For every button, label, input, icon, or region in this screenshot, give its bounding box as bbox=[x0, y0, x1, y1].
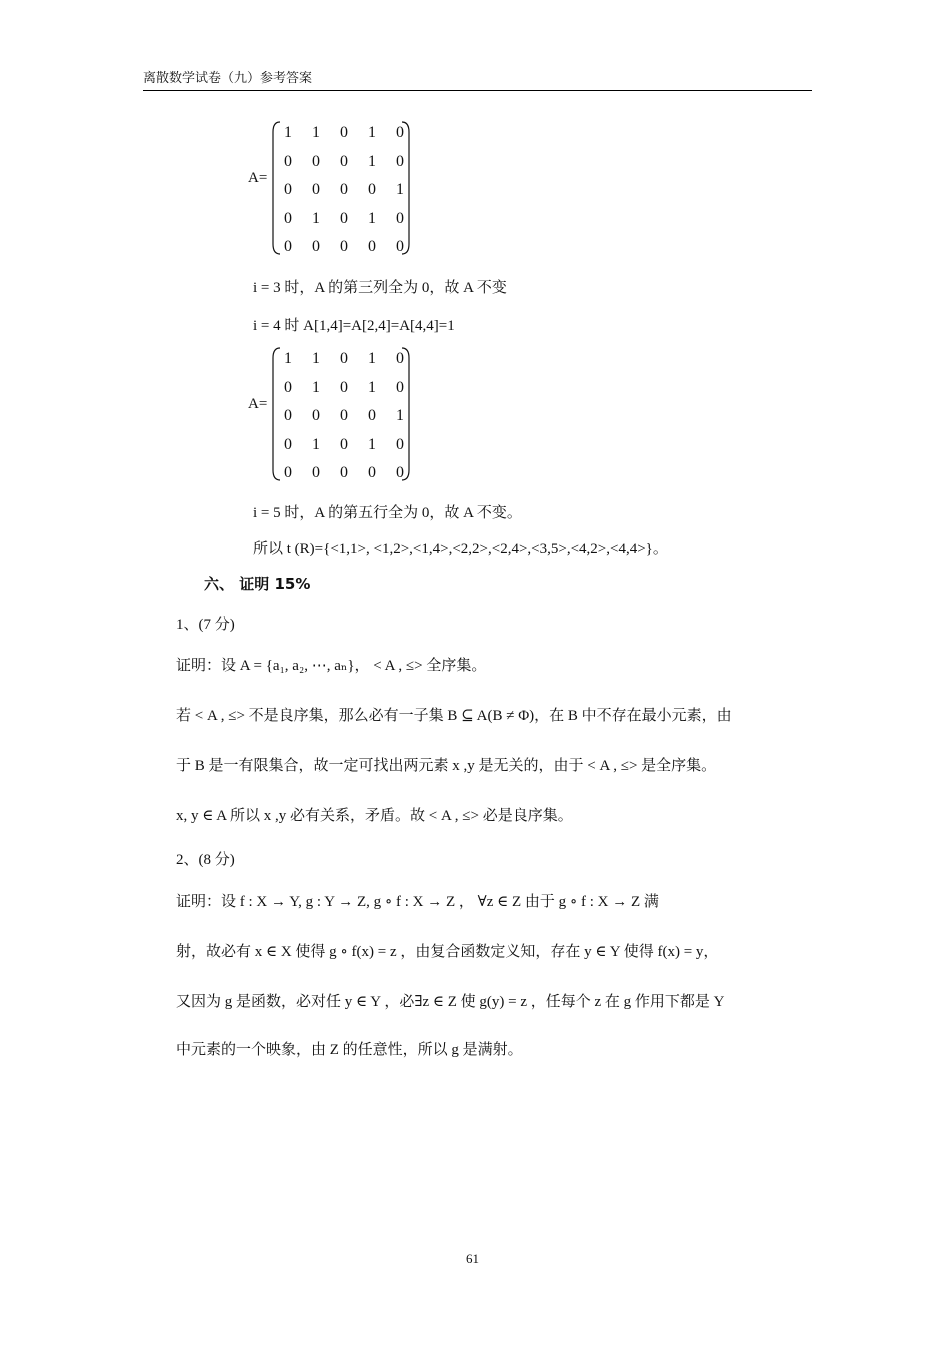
matrix-cell: 0 bbox=[396, 378, 404, 396]
matrix-cell: 0 bbox=[340, 238, 348, 255]
step-i3: i = 3 时，A 的第三列全为 0，故 A 不变 bbox=[253, 280, 507, 296]
q1-line-3: 于 B 是一有限集合，故一定可找出两元素 x ,y 是无关的，由于 < A , ≤> 是全序集。 bbox=[176, 758, 717, 774]
matrix-cell: 0 bbox=[312, 464, 320, 481]
matrix-cell: 1 bbox=[368, 378, 376, 396]
matrix-cell: 1 bbox=[312, 209, 320, 227]
matrix-cell: 1 bbox=[284, 124, 292, 141]
matrix-label: A= bbox=[248, 396, 268, 412]
matrix-cell: 0 bbox=[340, 124, 348, 141]
matrix-cell: 1 bbox=[368, 435, 376, 453]
matrix-cell: 0 bbox=[396, 350, 404, 367]
transitive-closure-result: 所以 t (R)={<1,1>, <1,2>,<1,4>,<2,2>,<2,4>,<3,5>,<4,2>,<4,4>}。 bbox=[253, 541, 668, 557]
matrix-cell: 0 bbox=[340, 435, 348, 453]
matrix-cell: 1 bbox=[368, 350, 376, 367]
matrix-cell: 0 bbox=[312, 181, 320, 198]
matrix-cell: 0 bbox=[340, 152, 348, 170]
matrix-cell: 0 bbox=[396, 152, 404, 170]
matrix-cell: 0 bbox=[284, 238, 292, 255]
q1-line-2: 若 < A , ≤> 不是良序集，那么必有一子集 B ⊆ A(B ≠ Φ)，在 B 中不存在最小元素，由 bbox=[176, 708, 732, 724]
matrix-cell: 0 bbox=[396, 238, 404, 255]
matrix-cell: 1 bbox=[312, 435, 320, 453]
q1-line-1: 证明：设 A = {a₁, a₂, ⋯, aₙ}， < A , ≤> 全序集。 bbox=[176, 658, 487, 674]
q2-line-2: 射，故必有 x ∈ X 使得 g ∘ f(x) = z ，由复合函数定义知，存在 y ∈ Y 使得 f(x) = y， bbox=[176, 944, 719, 960]
matrix-cell: 0 bbox=[284, 378, 292, 396]
q1-label: 1、(7 分) bbox=[176, 617, 235, 633]
q2-line-1: 证明：设 f : X → Y, g : Y → Z, g ∘ f : X → Z ， ∀z ∈ Z 由于 g ∘ f : X → Z 满 bbox=[176, 894, 659, 910]
matrix-cell: 0 bbox=[284, 435, 292, 453]
matrix-cell: 0 bbox=[396, 464, 404, 481]
q2-line-3: 又因为 g 是函数，必对任 y ∈ Y ，必∃z ∈ Z 使 g(y) = z ，任每个 z 在 g 作用下都是 Y bbox=[176, 994, 725, 1010]
matrix-a-1 bbox=[248, 118, 418, 255]
matrix-cell: 0 bbox=[368, 464, 376, 481]
page-number: 61 bbox=[466, 1251, 479, 1266]
matrix-cell: 0 bbox=[284, 152, 292, 170]
step-i4: i = 4 时 A[1,4]=A[2,4]=A[4,4]=1 bbox=[253, 318, 455, 334]
matrix-cell: 0 bbox=[284, 407, 292, 424]
matrix-label: A= bbox=[248, 170, 268, 186]
matrix-cell: 1 bbox=[312, 124, 320, 141]
matrix-cell: 1 bbox=[396, 407, 404, 424]
matrix-a-2 bbox=[248, 344, 418, 481]
matrix-cell: 0 bbox=[312, 238, 320, 255]
header-title: 离散数学试卷（九）参考答案 bbox=[143, 71, 313, 86]
matrix-cell: 0 bbox=[396, 435, 404, 453]
matrix-cell: 0 bbox=[396, 209, 404, 227]
step-i5: i = 5 时，A 的第五行全为 0，故 A 不变。 bbox=[253, 505, 522, 521]
q2-label: 2、(8 分) bbox=[176, 852, 235, 868]
matrix-cell: 1 bbox=[312, 378, 320, 396]
q1-line-4: x, y ∈ A 所以 x ,y 必有关系，矛盾。故 < A , ≤> 必是良序集。 bbox=[176, 808, 573, 824]
matrix-cell: 1 bbox=[284, 350, 292, 367]
matrix-cell: 1 bbox=[368, 124, 376, 141]
matrix-cell: 1 bbox=[312, 350, 320, 367]
matrix-cell: 0 bbox=[340, 464, 348, 481]
matrix-cell: 0 bbox=[368, 181, 376, 198]
matrix-cell: 1 bbox=[368, 209, 376, 227]
matrix-cell: 0 bbox=[312, 407, 320, 424]
matrix-cell: 0 bbox=[396, 124, 404, 141]
matrix-cell: 0 bbox=[284, 209, 292, 227]
matrix-cell: 0 bbox=[340, 209, 348, 227]
matrix-cell: 0 bbox=[340, 407, 348, 424]
matrix-cell: 0 bbox=[340, 181, 348, 198]
matrix-cell: 1 bbox=[368, 152, 376, 170]
matrix-cell: 0 bbox=[368, 407, 376, 424]
matrix-cell: 0 bbox=[368, 238, 376, 255]
q2-line-4: 中元素的一个映象，由 Z 的任意性，所以 g 是满射。 bbox=[176, 1042, 523, 1058]
matrix-cell: 0 bbox=[312, 152, 320, 170]
section-title: 六、 证明 15% bbox=[204, 575, 311, 593]
matrix-cell: 0 bbox=[340, 350, 348, 367]
page-header bbox=[143, 62, 812, 91]
matrix-cell: 0 bbox=[340, 378, 348, 396]
matrix-cell: 0 bbox=[284, 464, 292, 481]
matrix-cell: 0 bbox=[284, 181, 292, 198]
matrix-cell: 1 bbox=[396, 181, 404, 198]
